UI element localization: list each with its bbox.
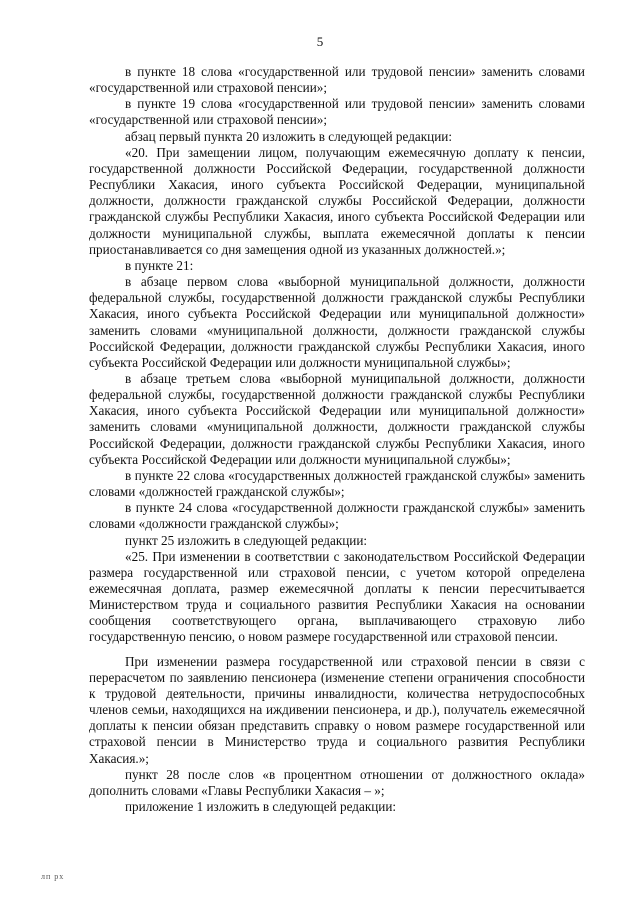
paragraph-item-21-intro: в пункте 21:: [125, 257, 194, 273]
paragraph-item-20-text: «20. При замещении лицом, получающим ежемесячную доплату к пенсии, государственной должности Российской Федерации, государственной должности Республики Хакасия, иного субъекта Российской Федерации, муниципальной должности, должности гражданской службы Российской Федерации, должности гражданской службы Республики Хакасия, иного субъекта Российской Федерации или должности муниципальной службы, выплата ежемесячной доплаты к пенсии приостанавливается со дня замещения одной из указанных должностей.»;: [89, 144, 585, 257]
document-body: [89, 64, 585, 815]
paragraph-item-21-first: в абзаце первом слова «выборной муниципальной должности, должности федеральной службы, государственной должности гражданской службы Республики Хакасия, иного субъекта Российской Федерации или муниципальной должности» заменить словами «муниципальной должности, должности гражданской службы Российской Федерации, должности гражданской службы Республики Хакасия, иного субъекта Российской Федерации или должности муниципальной службы»;: [89, 274, 585, 370]
paragraph-item-25-text: «25. При изменении в соответствии с законодательством Российской Федерации размера государственной или страховой пенсии, с учетом которой определена ежемесячная доплата, размер ежемесячной доплаты к пенсии пересчитывается Министерством труда и социального развития Республики Хакасия на основании сообщения соответствующего органа, выплачивающего страховую либо государственную пенсию, о новом размере государственной или страховой пенсии.: [89, 548, 585, 645]
paragraph-item-18: в пункте 18 слова «государственной или трудовой пенсии» заменить словами «государственной или страховой пенсии»;: [89, 64, 585, 96]
paragraph-item-21-third: в абзаце третьем слова «выборной муниципальной должности, должности федеральной службы, государственной должности гражданской службы Республики Хакасия, иного субъекта Российской Федерации или муниципальной должности» заменить словами «муниципальной должности, должности гражданской службы Российской Федерации, должности гражданской службы Республики Хакасия, иного субъекта Российской Федерации или должности муниципальной службы»;: [89, 370, 585, 467]
paragraph-item-25-second: При изменении размера государственной или страховой пенсии в связи с перерасчетом по заявлению пенсионера (изменение степени ограничения способности к трудовой деятельности, причины инвалидности, количества нетрудоспособных членов семьи, находящихся на иждивении пенсионера, и др.), получатель ежемесячной доплаты к пенсии обязан представить справку о новом размере государственной или страховой пенсии в Министерство труда и социального развития Республики Хакасия.»;: [89, 653, 585, 766]
paragraph-item-28: пункт 28 после слов «в процентном отношении от должностного оклада» дополнить словами «Главы Республики Хакасия – »;: [89, 766, 585, 798]
footer-code: лп рх: [41, 872, 65, 881]
page-number: 5: [316, 34, 324, 49]
paragraph-item-22: в пункте 22 слова «государственных должностей гражданской службы» заменить словами «должностей гражданской службы»;: [89, 467, 585, 500]
paragraph-item-25-intro: пункт 25 изложить в следующей редакции:: [125, 532, 368, 548]
paragraph-item-19: в пункте 19 слова «государственной или трудовой пенсии» заменить словами «государственной или страховой пенсии»;: [89, 96, 585, 128]
paragraph-item-24: в пункте 24 слова «государственной должности гражданской службы» заменить словами «должности гражданской службы»;: [89, 500, 585, 532]
paragraph-appendix-1: приложение 1 изложить в следующей редакции:: [125, 799, 397, 815]
paragraph-item-20-intro: абзац первый пункта 20 изложить в следующей редакции:: [125, 128, 453, 144]
